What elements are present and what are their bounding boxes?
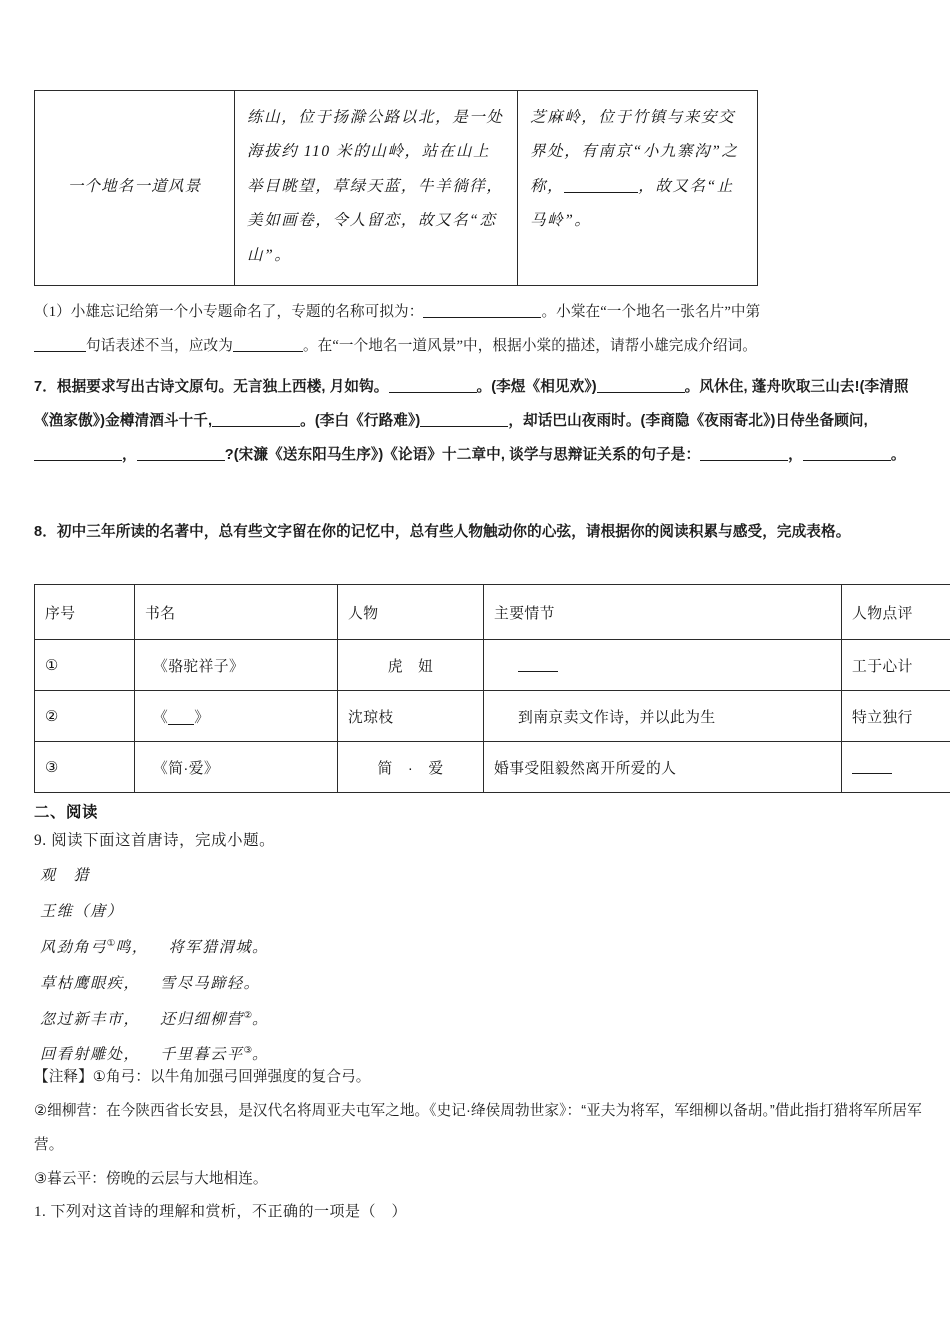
row2-review: 特立独行 bbox=[842, 691, 950, 742]
q7-text-3: 。风休住, 蓬舟吹取三山去!(李清照《渔家傲》)金樽清酒斗十千, bbox=[34, 379, 909, 429]
poem-l4-b: 千里暮云平 bbox=[160, 1046, 244, 1064]
poem-block bbox=[40, 858, 269, 1073]
q7-blank-2[interactable] bbox=[597, 377, 685, 393]
row2-no: ② bbox=[35, 691, 135, 742]
poem-line-3 bbox=[40, 1002, 269, 1038]
poem-l1-b: 将军猎渭城。 bbox=[168, 938, 269, 956]
q7-text-2: 。(李煜《相见欢》) bbox=[476, 379, 597, 395]
poem-title: 观 猎 bbox=[40, 867, 91, 884]
topic-cell: 一个地名一道风景 bbox=[35, 91, 235, 286]
sub-question-1: 1. 下列对这首诗的理解和赏析，不正确的一项是（ ） bbox=[34, 1204, 408, 1220]
q7-text-6: ， bbox=[122, 446, 137, 463]
right-text-part1: 芝麻岭，位于竹镇与来安交界处，有南京“小九寨沟”之称， bbox=[530, 109, 739, 195]
q7-text-1: 根据要求写出古诗文原句。无言独上西楼, 月如钩。 bbox=[56, 379, 389, 395]
q1-text-c: 句话表述不当，应改为 bbox=[86, 337, 233, 354]
row1-book: 《骆驼祥子》 bbox=[135, 640, 338, 691]
question-8-block bbox=[34, 516, 920, 550]
question-1-line-1 bbox=[34, 296, 920, 330]
notes-label: 【注释】 bbox=[34, 1069, 93, 1085]
row3-review-blank[interactable] bbox=[852, 759, 892, 775]
row2-character: 沈琼枝 bbox=[338, 691, 484, 742]
row2-book-blank[interactable] bbox=[168, 709, 194, 725]
question-7-block bbox=[34, 371, 924, 473]
poem-notes-block bbox=[34, 1060, 924, 1197]
q7-number: 7． bbox=[34, 379, 57, 395]
header-book: 书名 bbox=[135, 585, 338, 640]
q7-blank-1[interactable] bbox=[389, 377, 477, 393]
q1-blank-2[interactable] bbox=[34, 336, 86, 352]
fill-blank-line[interactable] bbox=[564, 176, 638, 193]
row1-plot-blank[interactable] bbox=[518, 657, 558, 673]
q7-text-5: ，却话巴山夜雨时。(李商隐《夜雨寄北》)日侍坐备顾问, bbox=[508, 412, 868, 429]
topic-description-middle: 练山，位于扬滁公路以北，是一处海拔约 110 米的山岭，站在山上举目眺望，草绿天蓝，牛羊徜徉，美如画卷，令人留恋，故又名“恋山”。 bbox=[235, 91, 518, 286]
poem-l3-b2: 。 bbox=[252, 1010, 269, 1028]
q7-blank-3[interactable] bbox=[212, 411, 300, 427]
notes-item-1: ①角弓：以牛角加强弓回弹强度的复合弓。 bbox=[92, 1069, 371, 1085]
table-row bbox=[35, 691, 950, 742]
notes-line-2: ②细柳营：在今陕西省长安县，是汉代名将周亚夫屯军之地。《史记·绛侯周勃世家》：“亚夫为将军，军细柳以备胡。”借此指打猎将军所居军营。 bbox=[34, 1103, 922, 1154]
poem-l1-a2: 鸣， bbox=[115, 938, 149, 956]
poem-l1-a: 风劲角弓 bbox=[40, 938, 107, 956]
right-text-part2: ，故又名“止马岭”。 bbox=[530, 177, 734, 230]
poem-l3-sup: ② bbox=[243, 1010, 252, 1021]
section-heading-reading: 二、阅读 bbox=[34, 804, 98, 821]
poem-author: 王维（唐） bbox=[40, 902, 124, 920]
masterpiece-table bbox=[34, 584, 950, 793]
row3-character: 简 · 爱 bbox=[338, 742, 484, 793]
question-1-line-2 bbox=[34, 330, 920, 364]
q7-blank-5[interactable] bbox=[34, 445, 122, 461]
place-name-topic-table bbox=[34, 90, 758, 286]
q1-text-a: （1）小雄忘记给第一个小专题命名了，专题的名称可拟为： bbox=[34, 304, 424, 320]
row1-review: 工于心计 bbox=[842, 640, 950, 691]
header-no: 序号 bbox=[35, 585, 135, 640]
header-plot: 主要情节 bbox=[484, 585, 842, 640]
row3-no: ③ bbox=[35, 742, 135, 793]
q8-number: 8． bbox=[34, 524, 57, 540]
q1-blank-1[interactable] bbox=[423, 302, 541, 318]
poem-l3-b: 还归细柳营 bbox=[160, 1010, 244, 1028]
header-character: 人物 bbox=[338, 585, 484, 640]
table-row bbox=[35, 742, 950, 793]
q7-text-7: ?(宋濂《送东阳马生序》)《论语》十二章中, 谈学与思辩证关系的句子是： bbox=[224, 446, 701, 463]
row3-review[interactable] bbox=[842, 742, 950, 793]
question-9-prompt: 9. 阅读下面这首唐诗，完成小题。 bbox=[34, 832, 276, 849]
q8-text: 初中三年所读的名著中，总有些文字留在你的记忆中，总有些人物触动你的心弦，请根据你的阅读积累与感受，完成表格。 bbox=[56, 524, 851, 540]
poem-l4-sup: ③ bbox=[243, 1046, 252, 1057]
q1-blank-3[interactable] bbox=[233, 336, 303, 352]
q7-text-8: ， bbox=[788, 446, 803, 463]
q7-blank-6[interactable] bbox=[137, 445, 225, 461]
row1-no: ① bbox=[35, 640, 135, 691]
q1-text-d: 。在“一个地名一道风景”中，根据小棠的描述，请帮小雄完成介绍词。 bbox=[302, 337, 757, 354]
poem-line-2 bbox=[40, 966, 269, 1002]
q7-text-9: 。 bbox=[890, 446, 906, 463]
question-1-block bbox=[34, 296, 920, 363]
q7-text-4: 。(李白《行路难》) bbox=[300, 412, 421, 429]
header-review: 人物点评 bbox=[842, 585, 950, 640]
poem-l2-b: 雪尽马蹄轻。 bbox=[160, 974, 261, 992]
q7-blank-8[interactable] bbox=[803, 445, 891, 461]
row1-plot[interactable] bbox=[484, 640, 842, 691]
row3-book: 《简·爱》 bbox=[135, 742, 338, 793]
q1-text-b: 。小棠在“一个地名一张名片”中第 bbox=[541, 304, 761, 320]
poem-l2-a: 草枯鹰眼疾， bbox=[40, 974, 141, 992]
table-row bbox=[35, 640, 950, 691]
poem-l3-a: 忽过新丰市， bbox=[40, 1010, 141, 1028]
poem-l4-a: 回看射雕处， bbox=[40, 1046, 141, 1064]
row2-book[interactable]: 《 》 bbox=[135, 691, 338, 742]
table-row bbox=[35, 91, 758, 286]
notes-line-1 bbox=[34, 1060, 924, 1094]
row3-plot: 婚事受阻毅然离开所爱的人 bbox=[484, 742, 842, 793]
row2-plot: 到南京卖文作诗，并以此为生 bbox=[484, 691, 842, 742]
row1-character: 虎 妞 bbox=[338, 640, 484, 691]
poem-line-1 bbox=[40, 930, 269, 966]
notes-line-3: ③暮云平：傍晚的云层与大地相连。 bbox=[34, 1171, 268, 1188]
table-header-row bbox=[35, 585, 950, 640]
q7-blank-4[interactable] bbox=[420, 411, 508, 427]
poem-l1-sup: ① bbox=[106, 938, 116, 949]
poem-l4-b2: 。 bbox=[252, 1046, 269, 1064]
topic-description-right bbox=[518, 91, 758, 286]
q7-blank-7[interactable] bbox=[700, 445, 788, 461]
